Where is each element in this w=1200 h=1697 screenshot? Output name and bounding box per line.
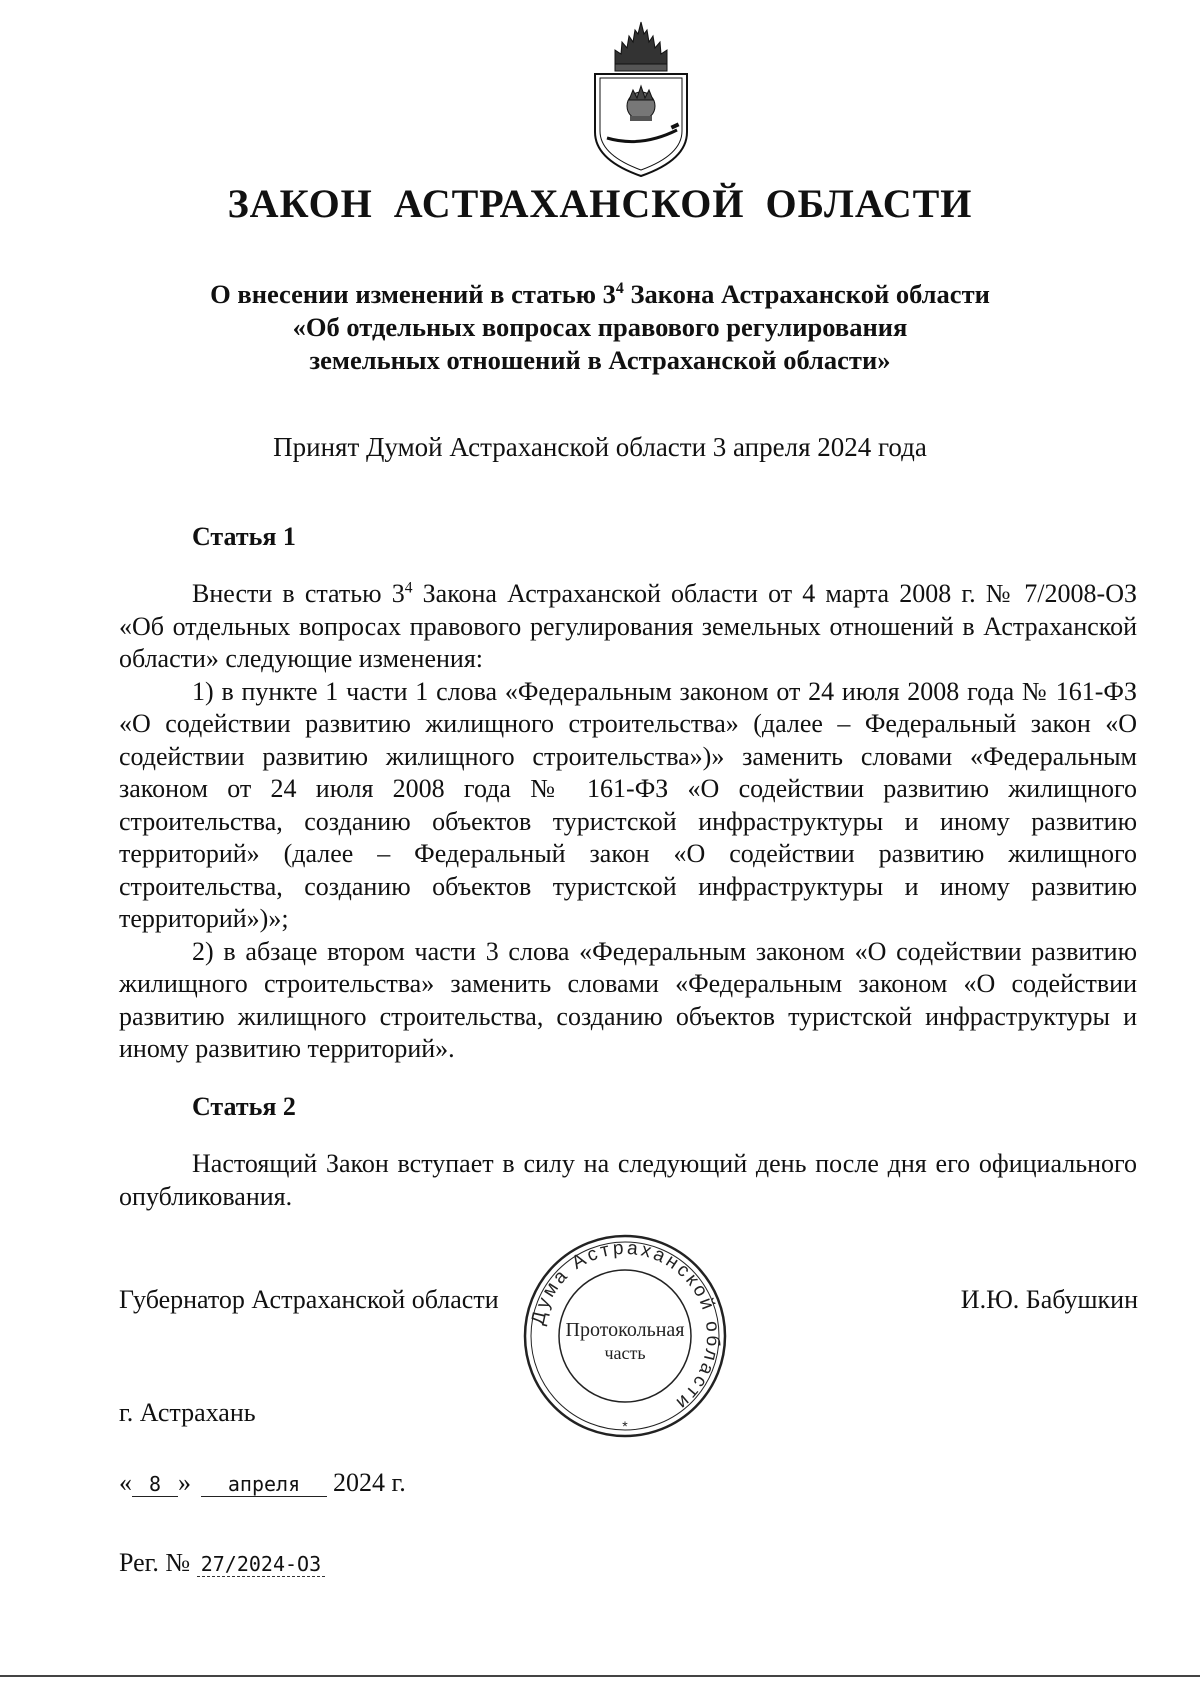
seal-star: * — [622, 1418, 628, 1434]
official-seal-stamp — [522, 1233, 728, 1439]
subject-line-1: О внесении изменений в статью $3^4$ Закона Астраханской области — [210, 279, 990, 309]
article-1-item-2: 2) в абзаце втором части 3 слова «Федеральным законом «О содействии развитию жилищного строительства» заменить словами «Федеральным законом «О содействии развитию жилищного строительства, созданию объектов туристской инфраструктуры и иному развитию территорий». — [119, 936, 1137, 1063]
article-2-text: Настоящий Закон вступает в силу на следующий день после дня его официального опубликования. — [119, 1149, 1137, 1211]
article-1-item-1: 1) в пункте 1 части 1 слова «Федеральным законом от 24 июля 2008 года № 161-ФЗ «О содействии развитию жилищного строительства» (далее – Федеральный закон «О содействии развитию жилищного строительства»)» заменить словами «Федеральным законом от 24 июля 2008 года № 161-ФЗ «О содействии развитию жилищного строительства, созданию объектов туристской инфраструктуры и иному развитию территорий» (далее – Федеральный закон «О содействии развитию жилищного строительства, созданию объектов туристской инфраструктуры и иному развитию территорий»)»; — [119, 676, 1137, 933]
article-1-heading: Статья 1 — [192, 522, 296, 551]
law-title: ЗАКОН АСТРАХАНСКОЙ ОБЛАСТИ — [227, 181, 973, 226]
date-month-field: апреля — [201, 1472, 327, 1497]
signing-city: г. Астрахань — [119, 1398, 256, 1427]
page-bottom-divider — [0, 1675, 1200, 1677]
seal-center-line-1: Протокольная — [565, 1319, 685, 1341]
seal-center-line-2: часть — [604, 1343, 646, 1363]
article-2-body — [119, 1148, 1137, 1213]
adoption-statement: Принят Думой Астраханской области 3 апреля 2024 года — [273, 432, 927, 462]
date-year: 2024 г. — [333, 1468, 406, 1497]
subject-line-3: земельных отношений в Астраханской области» — [309, 345, 891, 375]
signatory-position: Губернатор Астраханской области — [119, 1285, 499, 1314]
article-1-body — [119, 578, 1137, 1066]
date-day-field: 8 — [132, 1472, 178, 1497]
subject-line-2: «Об отдельных вопросах правового регулирования — [292, 312, 908, 342]
registration-number: Рег. № 27/2024-ОЗ — [119, 1548, 325, 1578]
registration-number-field: 27/2024-ОЗ — [197, 1552, 325, 1577]
signing-date: « 8 » апреля 2024 г. — [119, 1468, 406, 1497]
seal-ring-text: Дума Астраханской области — [527, 1237, 724, 1416]
signatory-name: И.Ю. Бабушкин — [960, 1285, 1138, 1314]
astrakhan-coat-of-arms-icon — [589, 20, 693, 180]
law-subject-heading — [180, 278, 1020, 377]
article-2-heading: Статья 2 — [192, 1092, 296, 1121]
article-1-intro: Внести в статью $3^4$ Закона Астраханской области от 4 марта 2008 г. № 7/2008-ОЗ «Об отдельных вопросах правового регулирования земельных отношений в Астраханской области» следующие изменения: — [119, 579, 1137, 673]
